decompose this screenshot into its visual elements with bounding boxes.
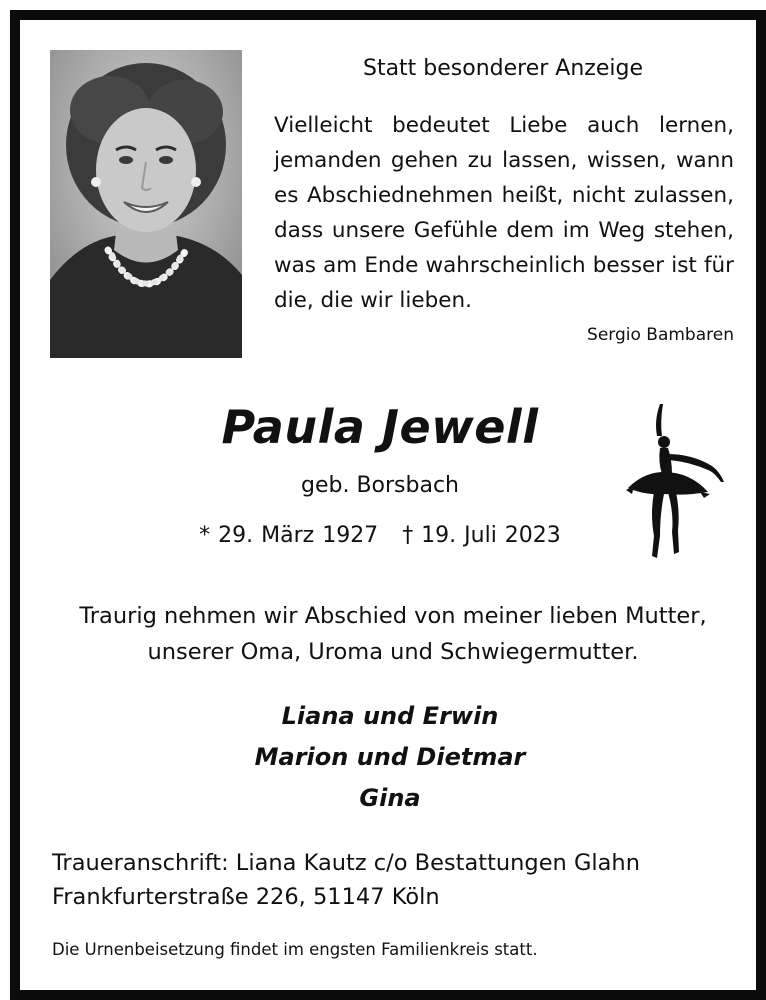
- poem-line: die, die wir lieben.: [274, 288, 472, 313]
- family-name: Liana und Erwin: [281, 702, 499, 730]
- family-name: Gina: [359, 784, 421, 812]
- life-dates: [180, 523, 580, 548]
- mourning-line: unserer Oma, Uroma und Schwiegermutter.: [147, 639, 639, 665]
- poem-line: dass unsere Gefühle dem im Weg stehen,: [274, 218, 734, 243]
- deceased-name: Paula Jewell: [221, 400, 539, 454]
- poem-author: Sergio Bambaren: [587, 325, 734, 345]
- mourning-text: [40, 598, 746, 670]
- poem-line: was am Ende wahrscheinlich besser ist für: [274, 253, 734, 278]
- ballerina-icon: [624, 402, 728, 562]
- death-date: † 19. Juli 2023: [402, 523, 561, 548]
- obituary-frame: [10, 10, 766, 1000]
- family-signatures: [140, 696, 640, 819]
- mourning-address: [52, 846, 732, 914]
- portrait-photo: [50, 50, 242, 358]
- address-line: Frankfurterstraße 226, 51147 Köln: [52, 884, 440, 910]
- portrait-illustration: [50, 50, 242, 358]
- poem-line: Vielleicht bedeutet Liebe auch lernen,: [274, 113, 734, 138]
- poem: [274, 108, 734, 318]
- poem-line: es Abschiednehmen heißt, nicht zulassen,: [274, 183, 734, 208]
- header-note: Statt besonderer Anzeige: [362, 56, 643, 81]
- family-name: Marion und Dietmar: [254, 743, 526, 771]
- maiden-name: geb. Borsbach: [301, 473, 459, 498]
- footer-note: Die Urnenbeisetzung findet im engsten Familienkreis statt.: [52, 940, 538, 959]
- birth-date: * 29. März 1927: [199, 523, 379, 548]
- poem-line: jemanden gehen zu lassen, wissen, wann: [274, 148, 734, 173]
- address-line: Traueranschrift: Liana Kautz c/o Bestattungen Glahn: [52, 850, 640, 876]
- mourning-line: Traurig nehmen wir Abschied von meiner lieben Mutter,: [79, 603, 707, 629]
